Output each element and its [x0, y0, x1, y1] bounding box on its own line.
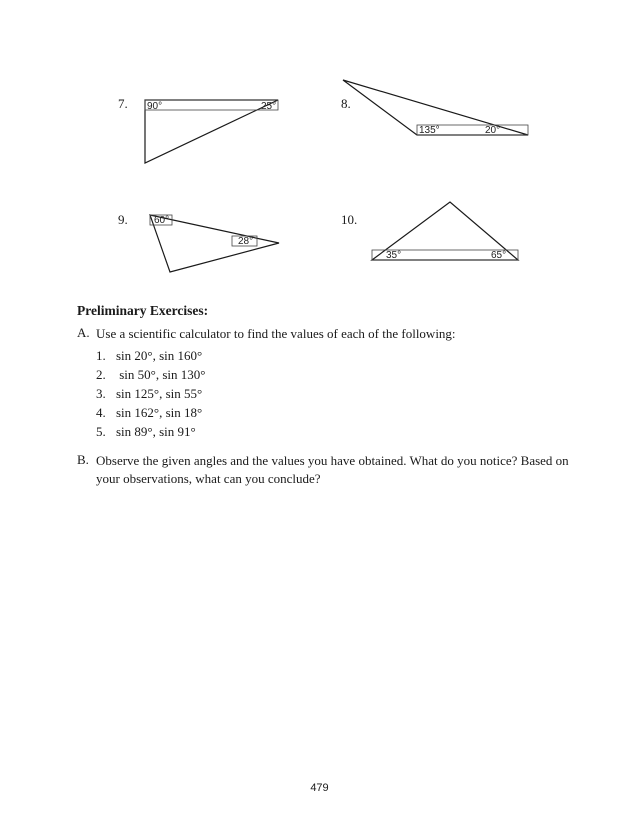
list-item-text: sin 125°, sin 55° — [116, 386, 203, 401]
page-number: 479 — [310, 782, 329, 794]
part-a-instruction: Use a scientific calculator to find the values of each of the following: — [96, 326, 456, 341]
part-a-letter: A. — [77, 325, 90, 340]
list-item — [96, 386, 202, 402]
list-item — [96, 424, 196, 440]
list-item-text: sin 162°, sin 18° — [116, 405, 203, 420]
part-b-letter: B. — [77, 452, 89, 467]
list-item-text: sin 20°, sin 160° — [116, 348, 203, 363]
list-item-text: sin 89°, sin 91° — [116, 424, 196, 439]
triangle-8-angle-b: 20° — [485, 125, 501, 136]
triangle-8 — [343, 80, 528, 136]
exercises-heading: Preliminary Exercises: — [77, 303, 209, 318]
triangle-7-angle-a: 90° — [147, 101, 163, 112]
list-item — [96, 367, 206, 383]
list-item — [96, 348, 202, 364]
list-item-number: 3. — [96, 386, 106, 401]
triangle-9-angle-a: 60° — [154, 215, 170, 226]
triangle-9-angle-b: 28° — [238, 236, 254, 247]
triangle-7-angle-b: 25° — [261, 101, 277, 112]
list-item-number: 4. — [96, 405, 106, 420]
triangle-8-angle-a: 135° — [419, 125, 440, 136]
list-item-number: 1. — [96, 348, 106, 363]
list-item-number: 5. — [96, 424, 106, 439]
figure-9-number: 9. — [118, 212, 128, 227]
part-b-question-line-2: your observations, what can you conclude? — [96, 471, 321, 486]
list-item-number: 2. — [96, 367, 106, 382]
triangle-figures — [0, 0, 639, 300]
triangle-10-angle-a: 35° — [386, 250, 402, 261]
list-item-text: sin 50°, sin 130° — [116, 367, 206, 382]
figure-7-number: 7. — [118, 96, 128, 111]
triangle-10-angle-b: 65° — [491, 250, 507, 261]
figure-10-number: 10. — [341, 212, 358, 227]
triangle-9 — [150, 215, 279, 272]
list-item — [96, 405, 202, 421]
triangle-7 — [145, 100, 278, 163]
part-b-question-line-1: Observe the given angles and the values you have obtained. What do you notice? Based on — [96, 453, 569, 468]
figure-8-number: 8. — [341, 96, 351, 111]
triangle-10 — [372, 202, 518, 261]
